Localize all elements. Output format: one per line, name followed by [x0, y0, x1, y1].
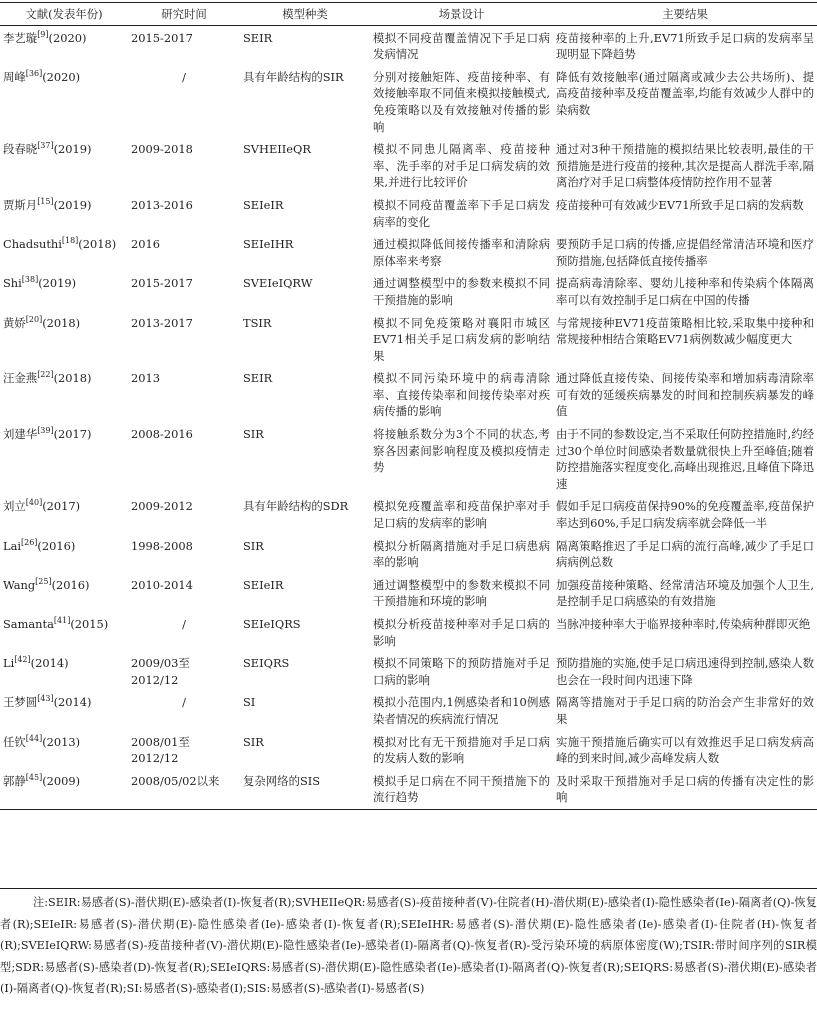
publication-year: (2014)	[30, 656, 69, 671]
cell-model-type: SEIeIQRS	[243, 617, 301, 631]
column-header-reference: 文献(发表年份)	[0, 3, 128, 26]
cell-main-result: 加强疫苗接种策略、经常清洁环境及加强个人卫生,是控制手足口病感染的有效措施	[556, 577, 814, 609]
author-name: Li	[3, 656, 15, 671]
cell-main-result: 假如手足口病疫苗保持90%的免疫覆盖率,疫苗保护率达到60%,手足口病发病率就会降低一半	[556, 499, 814, 531]
cell-reference	[0, 494, 128, 533]
table-body	[0, 25, 817, 809]
table-row	[0, 573, 817, 612]
cell-main-result: 由于不同的参数设定,当不采取任何防控措施时,约经过30个单位时间感染者数量就很快上升至峰值;随着防控措施落实程度变化,高峰出现推迟,且峰值下降迅速	[556, 427, 814, 491]
citation-number: [41]	[53, 616, 71, 626]
cell-reference	[0, 612, 128, 651]
publication-year: (2020)	[48, 30, 87, 45]
cell-study-period: 2008/01至2012/12	[131, 734, 190, 766]
author-name: 黄娇	[3, 315, 26, 330]
cell-scenario: 模拟手足口病在不同干预措施下的流行趋势	[370, 769, 553, 810]
citation-number: [38]	[21, 275, 39, 285]
author-name: 周峰	[3, 69, 26, 84]
citation-number: [22]	[37, 370, 54, 380]
cell-study-period: 2008/05/02以来	[128, 769, 240, 810]
cell-model-type: SIR	[243, 427, 264, 442]
column-header-model-type: 模型种类	[240, 3, 370, 26]
cell-model-type: SEIeIR	[243, 197, 284, 212]
cell-reference	[0, 769, 128, 810]
column-header-scenario: 场景设计	[370, 3, 553, 26]
cell-main-result: 通过对3种干预措施的模拟结果比较表明,最佳的干预措施是进行疫苗的接种,其次是提高人群洗手率,隔离治疗对手足口病整体疫情防控作用不显著	[556, 142, 814, 190]
cell-study-period: /	[182, 617, 186, 631]
cell-main-result: 疫苗接种率的上升,EV71所致手足口病的发病率呈现明显下降趋势	[556, 30, 814, 62]
cell-model-type: TSIR	[243, 315, 272, 330]
publication-year: (2013)	[42, 734, 81, 749]
cell-main-result: 隔离策略推迟了手足口病的流行高峰,减少了手足口病病例总数	[556, 538, 814, 570]
cell-main-result: 通过降低直接传染、间接传染率和增加病毒清除率可有效的延缓疾病暴发的时间和控制疾病暴发的峰值	[556, 371, 814, 419]
cell-model-type: SIR	[243, 734, 264, 749]
cell-scenario: 模拟分析隔离措施对手足口病患病率的影响	[373, 538, 550, 570]
publication-year: (2016)	[51, 577, 90, 592]
cell-main-result: 隔离等措施对于手足口病的防治会产生非常好的效果	[556, 695, 814, 726]
cell-scenario: 模拟不同患儿隔离率、疫苗接种率、洗手率的对手足口病发病的效果,并进行比较评价	[373, 142, 550, 190]
cell-scenario: 模拟不同策略下的预防措施对手足口病的影响	[373, 656, 550, 687]
cell-scenario: 通过调整模型中的参数来模拟不同干预措施和环境的影响	[373, 577, 550, 609]
cell-main-result: 及时采取干预措施对手足口病的传播有决定性的影响	[553, 769, 817, 810]
cell-study-period: 2015-2017	[131, 276, 193, 291]
cell-main-result: 降低有效接触率(通过隔离或减少去公共场所)、提高疫苗接种率及疫苗覆盖率,均能有效减少人群中的染病数	[556, 69, 814, 117]
cell-study-period: 2016	[131, 237, 160, 252]
table-row	[0, 25, 817, 65]
cell-main-result: 当脉冲接种率大于临界接种率时,传染病种群即灭绝	[556, 617, 811, 631]
cell-study-period: 2009-2012	[131, 499, 193, 514]
cell-main-result: 疫苗接种可有效减少EV71所致手足口病的发病数	[556, 197, 804, 212]
publication-year: (2015)	[70, 617, 109, 631]
table-row	[0, 494, 817, 533]
cell-scenario: 模拟不同免疫策略对襄阳市城区EV71相关手足口病发病的影响结果	[373, 315, 550, 363]
cell-scenario: 模拟小范围内,1例感染者和10例感染者情况的疾病流行情况	[373, 695, 550, 726]
cell-scenario: 分别对接触矩阵、疫苗接种率、有效接触率取不同值来模拟接触模式,免疫策略以及有效接触对传播的影响	[373, 69, 550, 134]
cell-reference	[0, 65, 128, 137]
cell-main-result: 提高病毒清除率、婴幼儿接种率和传染病个体隔离率可以有效控制手足口病在中国的传播	[556, 276, 814, 307]
citation-number: [36]	[25, 68, 43, 78]
cell-scenario: 模拟免疫覆盖率和疫苗保护率对手足口病的发病率的影响	[373, 499, 550, 531]
cell-scenario: 通过模拟降低间接传播率和清除病原体率来考察	[373, 237, 550, 268]
author-name: 刘立	[3, 499, 26, 514]
table-row	[0, 311, 817, 367]
citation-number: [20]	[25, 314, 43, 324]
cell-scenario: 模拟不同疫苗覆盖率下手足口病发病率的变化	[373, 197, 550, 229]
cell-model-type: SEIeIR	[243, 577, 284, 592]
publication-year: (2014)	[53, 695, 92, 710]
publication-year: (2009)	[42, 773, 81, 788]
table-row	[0, 651, 817, 690]
table-row	[0, 534, 817, 573]
cell-study-period: 2013-2017	[131, 315, 193, 330]
cell-reference	[0, 366, 128, 422]
author-name: 段春晓	[3, 142, 38, 157]
cell-scenario: 通过调整模型中的参数来模拟不同干预措施的影响	[373, 276, 550, 307]
publication-year: (2019)	[38, 276, 77, 291]
publication-year: (2019)	[53, 142, 92, 157]
citation-number: [37]	[37, 141, 54, 151]
cell-model-type: 复杂网络的SIS	[240, 769, 370, 810]
cell-reference	[0, 573, 128, 612]
table-row	[0, 422, 817, 494]
citation-number: [42]	[14, 655, 31, 665]
citation-number: [43]	[37, 694, 54, 704]
author-name: Chadsuthi	[3, 237, 62, 252]
cell-reference	[0, 137, 128, 193]
author-name: 贾斯月	[3, 197, 38, 212]
publication-year: (2016)	[37, 538, 76, 553]
literature-table	[0, 2, 817, 810]
table-row	[0, 730, 817, 769]
cell-study-period: 1998-2008	[131, 538, 193, 553]
cell-study-period: 2009/03至2012/12	[131, 656, 190, 687]
publication-year: (2020)	[42, 69, 81, 84]
author-name: Lai	[3, 538, 21, 553]
publication-year: (2018)	[53, 371, 92, 386]
citation-number: [45]	[25, 772, 43, 782]
cell-model-type: SIR	[243, 538, 264, 553]
cell-study-period: 2013-2016	[131, 197, 193, 212]
cell-main-result: 要预防手足口病的传播,应提倡经常清洁环境和医疗预防措施,包括降低直接传播率	[556, 237, 814, 268]
author-name: 任钦	[3, 734, 26, 749]
table-row	[0, 65, 817, 137]
cell-reference	[0, 534, 128, 573]
table-row	[0, 612, 817, 651]
citation-number: [18]	[61, 236, 79, 246]
cell-reference	[0, 730, 128, 769]
cell-study-period: 2013	[131, 371, 160, 386]
author-name: Wang	[3, 577, 36, 592]
cell-study-period: 2010-2014	[131, 577, 193, 592]
citation-number: [26]	[21, 537, 38, 547]
cell-main-result: 实施干预措施后确实可以有效推迟手足口病发病高峰的到来时间,减少高峰发病人数	[556, 734, 814, 766]
publication-year: (2018)	[78, 237, 117, 252]
table-row	[0, 193, 817, 232]
author-name: Shi	[3, 276, 22, 291]
author-name: 李艺璇	[3, 30, 38, 45]
publication-year: (2017)	[42, 499, 81, 514]
cell-scenario: 将接触系数分为3个不同的状态,考察各因素间影响程度及模拟疫情走势	[373, 427, 550, 475]
cell-model-type: 具有年龄结构的SIR	[243, 69, 344, 84]
cell-model-type: SEIQRS	[243, 656, 290, 671]
cell-study-period: /	[182, 69, 186, 84]
author-name: 王梦圆	[3, 695, 38, 710]
table-row	[0, 271, 817, 310]
cell-model-type: 具有年龄结构的SDR	[243, 499, 349, 514]
table-row	[0, 690, 817, 729]
author-name: 郭静	[3, 773, 26, 788]
cell-scenario: 模拟不同疫苗覆盖情况下手足口病发病情况	[373, 30, 550, 62]
cell-model-type: SEIR	[243, 371, 273, 386]
cell-reference	[0, 232, 128, 271]
table-row	[0, 137, 817, 193]
citation-number: [9]	[37, 29, 49, 39]
column-header-main-results: 主要结果	[553, 3, 817, 26]
cell-study-period: 2009-2018	[131, 142, 193, 157]
cell-study-period: /	[182, 695, 186, 710]
author-name: 汪金燕	[3, 371, 38, 386]
publication-year: (2019)	[53, 197, 92, 212]
author-name: 刘建华	[3, 427, 38, 442]
citation-number: [44]	[25, 733, 43, 743]
cell-model-type: SEIR	[243, 30, 273, 45]
cell-model-type: SVHEIIeQR	[243, 142, 311, 157]
cell-model-type: SVEIeIQRW	[243, 276, 313, 291]
cell-reference	[0, 422, 128, 494]
cell-reference	[0, 193, 128, 232]
cell-model-type: SEIeIHR	[243, 237, 294, 252]
table-row	[0, 769, 817, 810]
citation-number: [39]	[37, 426, 54, 436]
cell-reference	[0, 651, 128, 690]
cell-main-result: 与常规接种EV71疫苗策略相比较,采取集中接种和常规接种相结合策略EV71病例数减少幅度更大	[556, 315, 814, 347]
cell-reference	[0, 271, 128, 310]
table-row	[0, 232, 817, 271]
cell-reference	[0, 25, 128, 65]
table-header	[0, 3, 817, 26]
cell-scenario: 模拟对比有无干预措施对手足口病的发病人数的影响	[373, 734, 550, 766]
citation-number: [15]	[37, 197, 54, 207]
cell-main-result: 预防措施的实施,使手足口病迅速得到控制,感染人数也会在一段时间内迅速下降	[556, 656, 814, 687]
cell-scenario: 模拟分析疫苗接种率对手足口病的影响	[373, 617, 550, 648]
publication-year: (2017)	[53, 427, 92, 442]
cell-reference	[0, 311, 128, 367]
cell-model-type: SI	[243, 695, 256, 710]
publication-year: (2018)	[42, 315, 81, 330]
author-name: Samanta	[3, 617, 54, 631]
cell-study-period: 2008-2016	[131, 427, 193, 442]
citation-number: [25]	[35, 577, 52, 587]
cell-reference	[0, 690, 128, 729]
column-header-study-period: 研究时间	[128, 3, 240, 26]
cell-study-period: 2015-2017	[131, 30, 193, 45]
citation-number: [40]	[25, 498, 43, 508]
cell-scenario: 模拟不同污染环境中的病毒清除率、直接传染率和间接传染率对疾病传播的影响	[373, 371, 550, 419]
table-row	[0, 366, 817, 422]
table-footnote: 注:SEIR:易感者(S)-潜伏期(E)-感染者(I)-恢复者(R);SVHEIIeQR:易感者(S)-疫苗接种者(V)-住院者(H)-潜伏期(E)-感染者(I)-隐性感染者(Ie)-隔离者(Q)-恢复者(R);SEIeIR:易感者(S)-潜伏期(E)-隐性感染者(Ie)-感染者(I)-恢复者(R);SEIeIHR:易感者(S)-潜伏期(E)-隐性感染者(Ie)-感染者(I)-住院者(H)-恢复者(R);SVEIeIQRW:易感者(S)-疫苗接种者(V)-潜伏期(E)-隐性感染者(Ie)-感染者(I)-隔离者(Q)-恢复者(R)-受污染环境的病原体密度(W);TSIR:带时间序列的SIR模型;SDR:易感者(S)-感染者(D)-恢复者(R);SEIeIQRS:易感者(S)-潜伏期(E)-隐性感染者(Ie)-感染者(I)-隔离者(Q)-恢复者(R);SEIQRS:易感者(S)-潜伏期(E)-感染者(I)-隔离者(Q)-恢复者(R);SI:易感者(S)-感染者(I);SIS:易感者(S)-感染者(I)-易感者(S)	[0, 888, 817, 1000]
